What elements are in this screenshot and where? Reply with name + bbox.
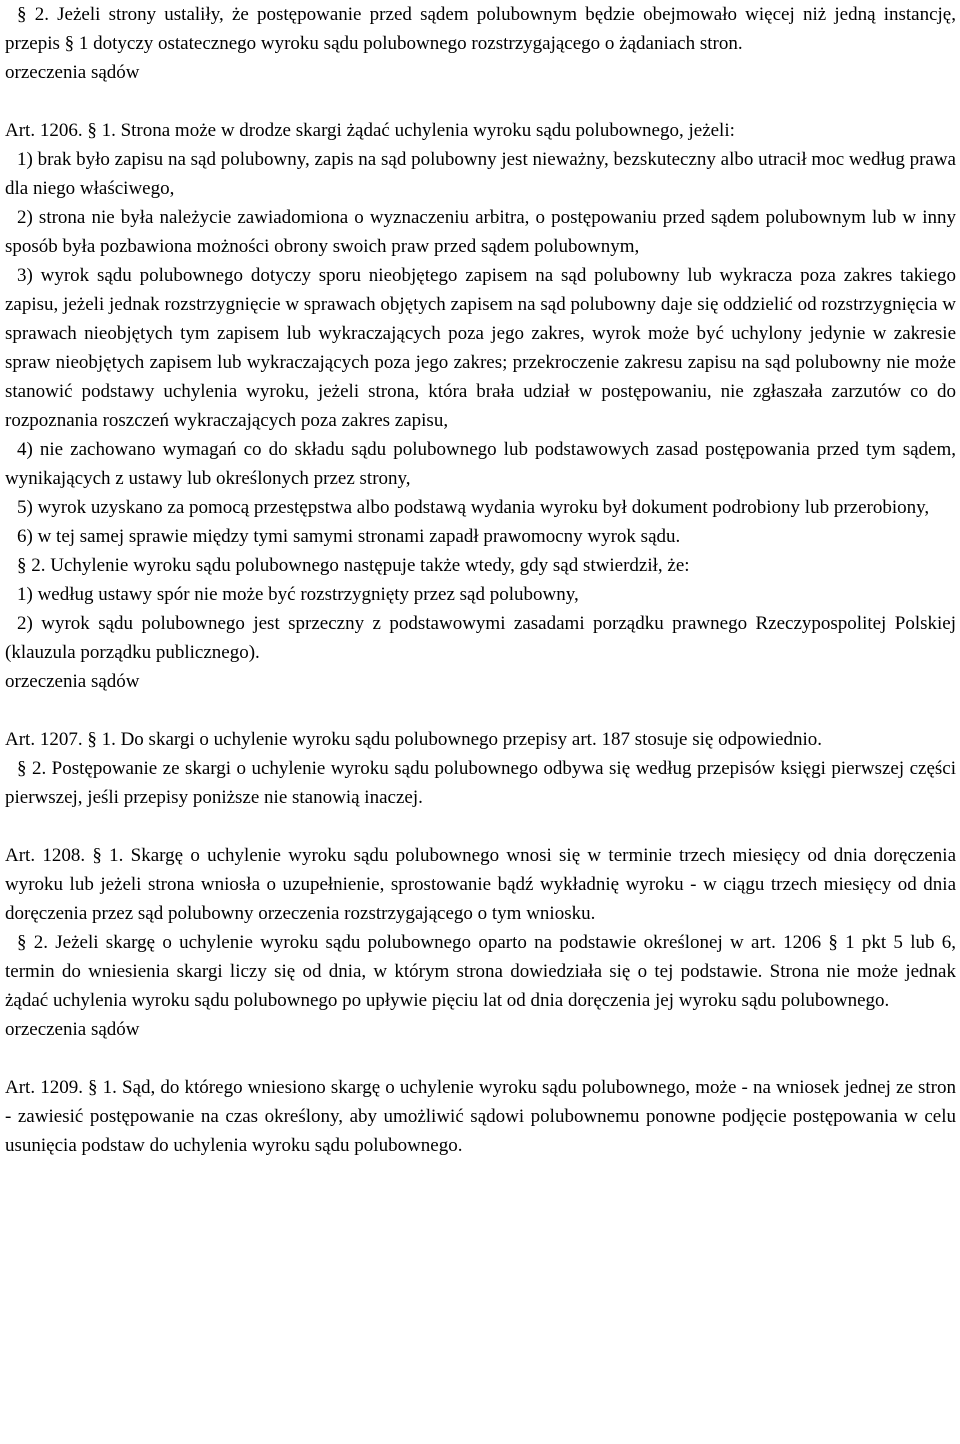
article-1209-s1: Art. 1209. § 1. Sąd, do którego wniesiono skargę o uchylenie wyroku sądu polubownego, może - na wniosek jednej ze stron - zawiesić postępowanie na czas określony, aby umożliwić sądowi polubownemu ponowne podjęcie postępowania w celu usunięcia podstaw do uchylenia wyroku sądu polubownego. bbox=[5, 1077, 956, 1156]
spacer bbox=[5, 87, 956, 116]
article-1206-s1-item-3: 3) wyrok sądu polubownego dotyczy sporu nieobjętego zapisem na sąd polubowny lub wykracza poza zakres takiego zapisu, jeżeli jednak rozstrzygnięcie w sprawach objętych zapisem na sąd polubowny daje się oddzielić od rozstrzygnięcia w sprawach nieobjętych tym zapisem lub wykraczających poza jego zakres, wyrok może być uchylony jedynie w zakresie spraw nieobjętych zapisem lub wykraczających poza jego zakres; przekroczenie zakresu zapisu na sąd polubowny nie może stanowić podstawy uchylenia wyroku, jeżeli strona, która brała udział w postępowaniu, nie zgłaszała zarzutów co do rozpoznania roszczeń wykraczających poza zakres zapisu, bbox=[5, 265, 956, 431]
spacer bbox=[5, 696, 956, 725]
article-1206-s1-item-2: 2) strona nie była należycie zawiadomiona o wyznaczeniu arbitra, o postępowaniu przed sądem polubownym lub w inny sposób była pozbawiona możności obrony swoich praw przed sądem polubownym, bbox=[5, 207, 956, 257]
court-rulings-link[interactable]: orzeczenia sądów bbox=[5, 1019, 140, 1040]
article-1206-s2: § 2. Uchylenie wyroku sądu polubownego następuje także wtedy, gdy sąd stwierdził, że: bbox=[17, 555, 690, 576]
article-1208-s1: Art. 1208. § 1. Skargę o uchylenie wyroku sądu polubownego wnosi się w terminie trzech miesięcy od dnia doręczenia wyroku lub jeżeli strona wniosła o uzupełnienie, sprostowanie bądź wykładnię wyroku - w ciągu trzech miesięcy od dnia doręczenia przez sąd polubowny orzeczenia rozstrzygającego o tym wniosku. bbox=[5, 845, 956, 924]
article-1206-s1: Art. 1206. § 1. Strona może w drodze skargi żądać uchylenia wyroku sądu polubownego, jeżeli: bbox=[5, 120, 735, 141]
spacer bbox=[5, 1044, 956, 1073]
article-1206-s1-item-1: 1) brak było zapisu na sąd polubowny, zapis na sąd polubowny jest nieważny, bezskuteczny albo utracił moc według prawa dla niego właściwego, bbox=[5, 149, 956, 199]
court-rulings-link[interactable]: orzeczenia sądów bbox=[5, 671, 140, 692]
spacer bbox=[5, 812, 956, 841]
article-1206-s1-item-5: 5) wyrok uzyskano za pomocą przestępstwa albo podstawą wydania wyroku był dokument podrobiony lub przerobiony, bbox=[17, 497, 930, 518]
article-1207-s1: Art. 1207. § 1. Do skargi o uchylenie wyroku sądu polubownego przepisy art. 187 stosuje się odpowiednio. bbox=[5, 729, 823, 750]
article-1207-s2: § 2. Postępowanie ze skargi o uchylenie wyroku sądu polubownego odbywa się według przepisów księgi pierwszej części pierwszej, jeśli przepisy poniższe nie stanowią inaczej. bbox=[5, 758, 956, 808]
court-rulings-link[interactable]: orzeczenia sądów bbox=[5, 62, 140, 83]
article-1206-s1-item-4: 4) nie zachowano wymagań co do składu sądu polubownego lub podstawowych zasad postępowania przed tym sądem, wynikających z ustawy lub określonych przez strony, bbox=[5, 439, 956, 489]
paragraph-1205-s2: § 2. Jeżeli strony ustaliły, że postępowanie przed sądem polubownym będzie obejmowało więcej niż jedną instancję, przepis § 1 dotyczy ostatecznego wyroku sądu polubownego rozstrzygającego o żądaniach stron. bbox=[5, 4, 956, 54]
article-1208-s2: § 2. Jeżeli skargę o uchylenie wyroku sądu polubownego oparto na podstawie określonej w art. 1206 § 1 pkt 5 lub 6, termin do wniesienia skargi liczy się od dnia, w którym strona dowiedziała się o tej podstawie. Strona nie może jednak żądać uchylenia wyroku sądu polubownego po upływie pięciu lat od dnia doręczenia jej wyroku sądu polubownego. bbox=[5, 932, 956, 1011]
article-1206-s1-item-6: 6) w tej samej sprawie między tymi samymi stronami zapadł prawomocny wyrok sądu. bbox=[17, 526, 681, 547]
article-1206-s2-item-2: 2) wyrok sądu polubownego jest sprzeczny z podstawowymi zasadami porządku prawnego Rzeczypospolitej Polskiej (klauzula porządku publicznego). bbox=[5, 613, 956, 663]
article-1206-s2-item-1: 1) według ustawy spór nie może być rozstrzygnięty przez sąd polubowny, bbox=[17, 584, 579, 605]
